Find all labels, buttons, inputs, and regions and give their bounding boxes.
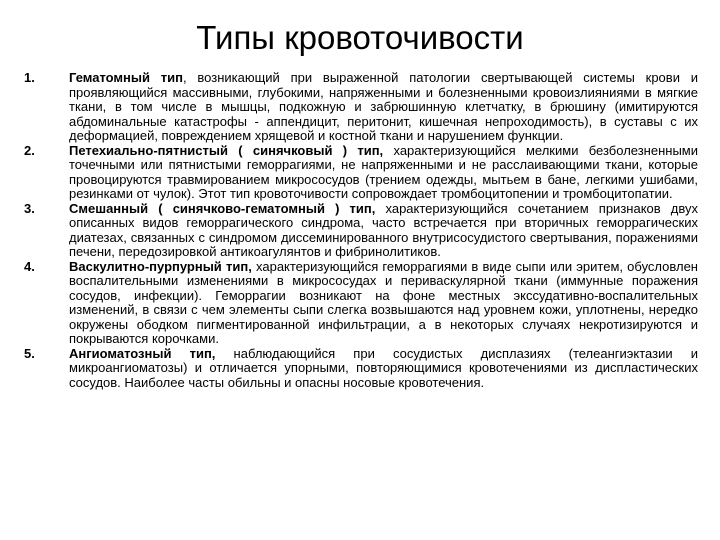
- item-number: 2.: [24, 142, 35, 158]
- item-term: Петехиально-пятнистый ( синячковый ) тип,: [69, 142, 384, 158]
- item-term: Гематомный тип: [69, 70, 183, 85]
- item-number: 5.: [24, 345, 35, 361]
- item-text: [69, 202, 698, 260]
- item-description: характеризующийся мелкими безболезненными точечными или пятнистыми геморрагиями, не напряженными и не расслаивающими ткани, которые провоцируются травмированием микрососудов (трением одежды, мытьем в бане, легкими ушибами, резинками от чулок). Этот тип кровоточивости сопровождает тромбоцитопении и тромбоцитопатии.: [69, 142, 698, 201]
- item-number: 4.: [24, 258, 35, 274]
- item-description: характеризующийся геморрагиями в виде сыпи или эритем, обусловлен воспалительными изменениями в микрососудах и периваскулярной ткани (иммунные поражения сосудов, инфекции). Геморрагии возникают на фоне местных экссудативно-воспалительных изменений, в связи с чем элементы сыпи слегка возвышаются над уровнем кожи, уплотнены, нередко окружены ободком пигментированной инфильтрации, а в некоторых случаях некротизируются и покрываются корочками.: [69, 258, 698, 346]
- list-item: [0, 144, 720, 202]
- item-description: характеризующийся сочетанием признаков двух описанных видов геморрагического синдрома, часто встречается при вторичных геморрагических диатезах, связанных с синдромом диссеминированного внутрисосудистого свертывания, поражениями печени, передозировкой антикоагулянтов и фибринолитиков.: [69, 200, 698, 259]
- item-description: , возникающий при выраженной патологии свертывающей системы крови и проявляющийся массивными, глубокими, напряженными и болезненными кровоизлияниями в мягкие ткани, в том числе в мышцы, подкожную и забрюшинную клетчатку, в брюшину (имитируются абдоминальные катастрофы - аппендицит, перитонит, кишечная непроходимость), в суставы с их деформацией, повреждением хрящевой и костной ткани и нарушением функции.: [69, 70, 699, 143]
- slide-title: Типы кровоточивости: [196, 19, 524, 56]
- item-text: [69, 71, 698, 144]
- list-item: [0, 202, 720, 260]
- item-number: 3.: [24, 200, 35, 216]
- list-item: [0, 260, 720, 347]
- bleeding-types-list: [0, 71, 720, 390]
- item-number: 1.: [24, 70, 35, 85]
- list-item: [0, 347, 720, 391]
- item-text: [69, 347, 698, 391]
- item-term: Васкулитно-пурпурный тип,: [69, 258, 252, 274]
- item-text: [69, 144, 698, 202]
- item-term: Смешанный ( синячково-гематомный ) тип,: [69, 200, 376, 216]
- item-text: [69, 260, 698, 347]
- item-term: Ангиоматозный тип,: [69, 345, 216, 361]
- item-description: наблюдающийся при сосудистых дисплазиях (телеангиэктазии и микроангиоматозы) и отличается упорными, повторяющимися кровотечениями из диспластических сосудов. Наиболее часты обильны и опасны носовые кровотечения.: [69, 345, 698, 390]
- list-item: [0, 71, 720, 144]
